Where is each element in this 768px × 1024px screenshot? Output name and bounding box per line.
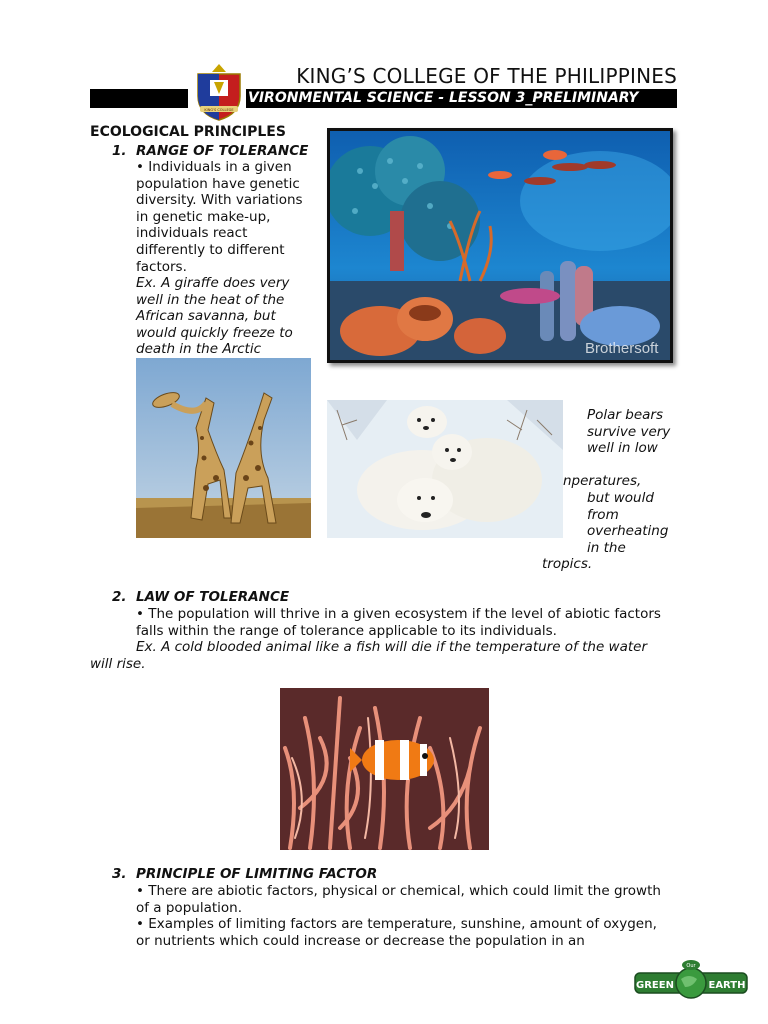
text-line: • Individuals in a given: [136, 159, 292, 175]
text-line: death in the Arctic: [136, 341, 262, 358]
svg-text:KING'S COLLEGE: KING'S COLLEGE: [204, 108, 234, 112]
principle-2-example-line-2: will rise.: [90, 656, 146, 672]
text-line: population have genetic: [136, 175, 300, 192]
text-line: Polar bears: [587, 407, 663, 423]
text-line: factors.: [136, 258, 187, 275]
reef-watermark: Brothersoft: [585, 340, 659, 357]
caption-line-last: tropics.: [542, 556, 593, 572]
green-earth-logo: [633, 955, 749, 1005]
principle-2-number: 2.: [112, 589, 127, 605]
text-line: in the: [587, 539, 626, 556]
text-line: would quickly freeze to: [136, 324, 293, 341]
text-line: African savanna, but: [136, 308, 276, 325]
text-line: well in the heat of the: [136, 291, 285, 308]
section-title: ECOLOGICAL PRINCIPLES: [90, 124, 286, 140]
principle-2-example-line-1: Ex. A cold blooded animal like a fish will die if the temperature of the water: [136, 639, 648, 655]
principle-1-number: 1.: [112, 143, 127, 159]
text-line: or nutrients which could increase or decrease the population in an: [136, 932, 585, 949]
logo-right-text: EARTH: [708, 980, 746, 991]
polar-bear-image: [327, 400, 563, 538]
lesson-banner-text: VIRONMENTAL SCIENCE - LESSON 3_PRELIMINARY: [248, 90, 639, 106]
coral-reef-image: [327, 128, 673, 363]
text-line: falls within the range of tolerance applicable to its individuals.: [136, 622, 557, 639]
principle-3-number: 3.: [112, 866, 127, 882]
text-line: Ex. A giraffe does very: [136, 275, 290, 291]
principle-1-body: [136, 159, 326, 275]
text-line: survive very: [587, 423, 671, 440]
giraffe-image: [136, 358, 311, 538]
text-line: • There are abiotic factors, physical or chemical, which could limit the growth: [136, 883, 661, 899]
principle-3-body: [136, 883, 696, 949]
text-line: • Examples of limiting factors are temperature, sunshine, amount of oxygen,: [136, 916, 657, 933]
text-line: individuals react: [136, 225, 248, 242]
text-line: • The population will thrive in a given ecosystem if the level of abiotic factors: [136, 606, 661, 622]
logo-left-text: GREEN: [636, 980, 674, 991]
text-line: differently to different: [136, 241, 285, 258]
lesson-banner: [246, 89, 677, 108]
text-line: from: [587, 506, 619, 523]
clownfish-image: [280, 688, 489, 850]
principle-3-title: PRINCIPLE OF LIMITING FACTOR: [136, 866, 378, 882]
polar-bear-caption: [587, 407, 697, 457]
principle-1-example: [136, 275, 326, 358]
logo-top-text: Our: [686, 963, 696, 969]
text-line: overheating: [587, 523, 669, 540]
polar-bear-caption-cont: [587, 490, 697, 556]
text-line: of a population.: [136, 899, 242, 916]
text-line: diversity. With variations: [136, 192, 303, 209]
text-line: well in low: [587, 440, 658, 457]
principle-1-title: RANGE OF TOLERANCE: [136, 143, 309, 159]
header-left-bar: [90, 89, 188, 108]
school-name: KING’S COLLEGE OF THE PHILIPPINES: [296, 64, 677, 88]
school-crest: [192, 62, 246, 122]
text-line: in genetic make-up,: [136, 208, 271, 225]
principle-2-body: [136, 606, 696, 639]
principle-2-title: LAW OF TOLERANCE: [136, 589, 290, 605]
caption-line-cut: nperatures,: [563, 473, 642, 489]
text-line: but would: [587, 490, 654, 506]
